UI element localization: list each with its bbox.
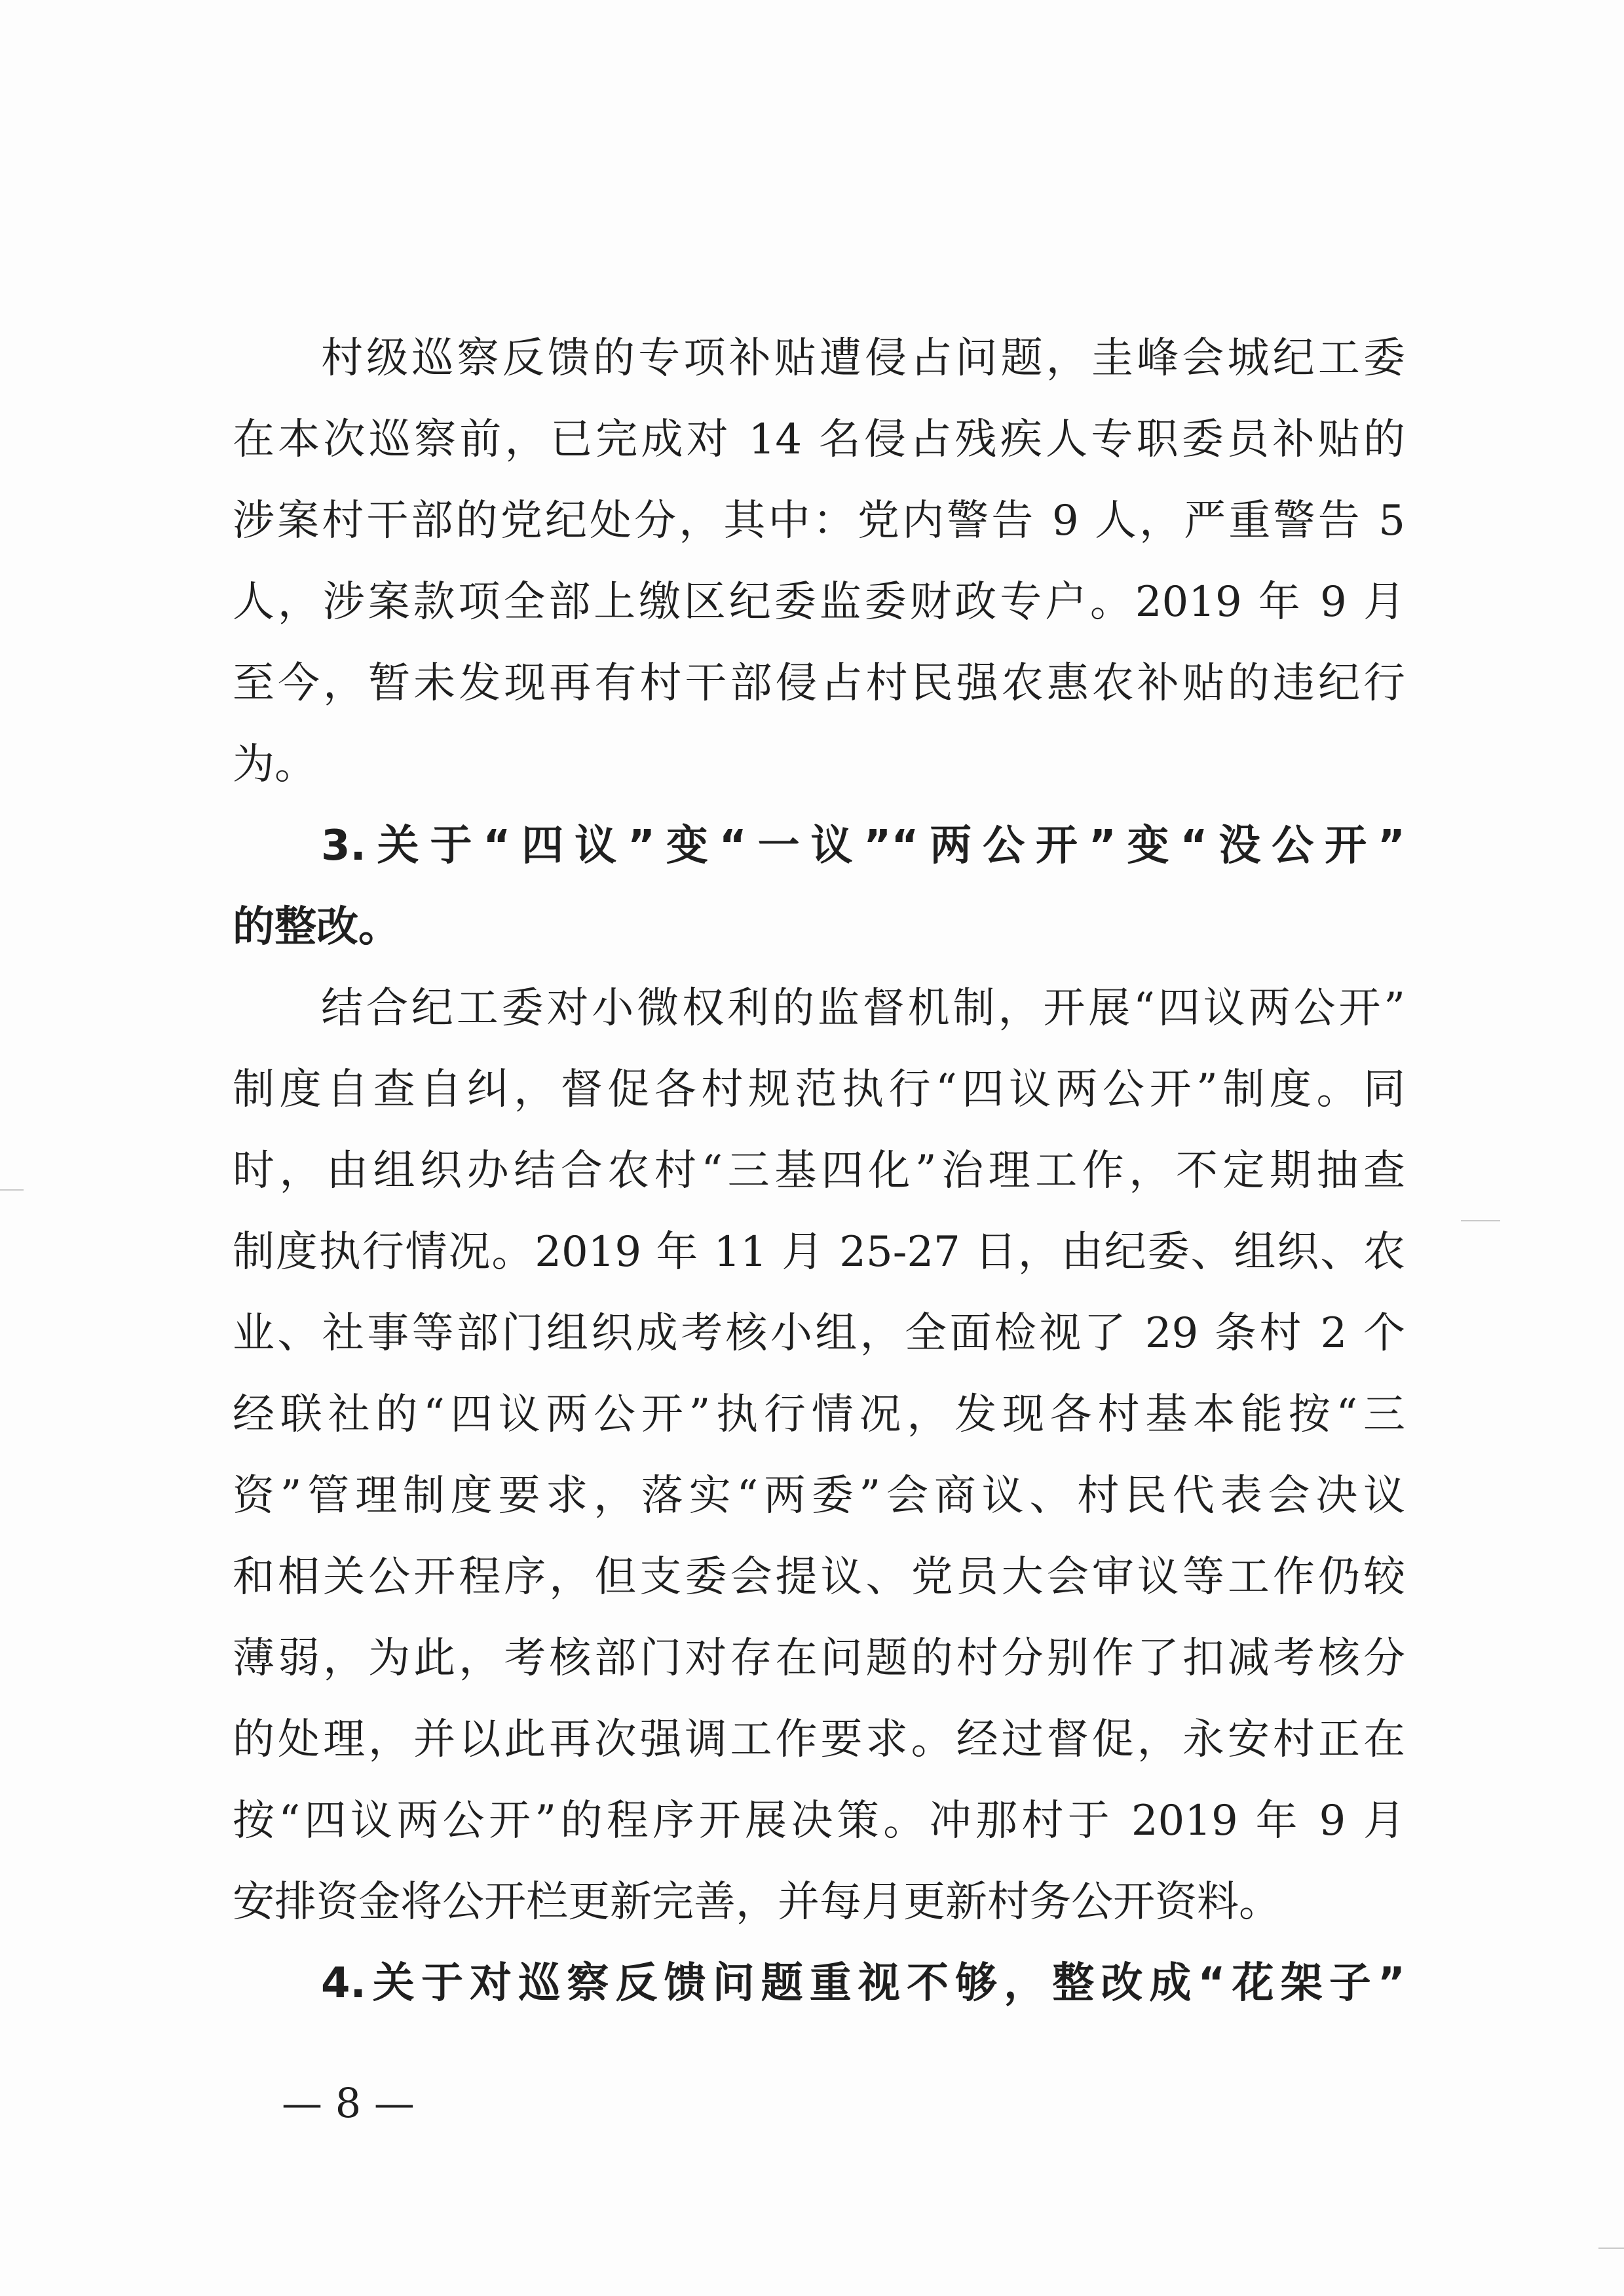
text-line: 业、社事等部门组织成考核小组，全面检视了 29 条村 2 个 [233, 1309, 1405, 1358]
scan-edge-mark [1461, 1220, 1500, 1221]
text-line: 经联社的“四议两公开”执行情况，发现各村基本能按“三 [233, 1390, 1405, 1439]
text-line: 时，由组织办结合农村“三基四化”治理工作，不定期抽查 [233, 1147, 1405, 1195]
text-line: 为。 [233, 740, 316, 789]
text-line: 薄弱，为此，考核部门对存在问题的村分别作了扣减考核分 [233, 1634, 1405, 1683]
section-heading: 的整改。 [233, 903, 400, 951]
text-line: 至今，暂未发现再有村干部侵占村民强农惠农补贴的违纪行 [233, 659, 1405, 708]
page-number: — 8 — [282, 2079, 415, 2127]
text-line: 人，涉案款项全部上缴区纪委监委财政专户。2019 年 9 月 [233, 578, 1405, 626]
text-line: 涉案村干部的党纪处分，其中：党内警告 9 人，严重警告 5 [233, 497, 1405, 545]
scan-edge-mark [1598, 2248, 1624, 2249]
text-line: 结合纪工委对小微权利的监督机制，开展“四议两公开” [321, 984, 1405, 1033]
text-line: 制度执行情况。2019 年 11 月 25-27 日，由纪委、组织、农 [233, 1228, 1405, 1276]
section-heading: 3.关于“四议”变“一议”“两公开”变“没公开” [321, 822, 1405, 870]
text-line: 村级巡察反馈的专项补贴遭侵占问题，圭峰会城纪工委 [321, 334, 1405, 383]
scan-edge-mark [0, 1189, 24, 1191]
text-line: 和相关公开程序，但支委会提议、党员大会审议等工作仍较 [233, 1553, 1405, 1601]
text-line: 按“四议两公开”的程序开展决策。冲那村于 2019 年 9 月 [233, 1797, 1405, 1845]
section-heading: 4.关于对巡察反馈问题重视不够，整改成“花架子” [321, 1959, 1405, 2008]
text-line: 在本次巡察前，已完成对 14 名侵占残疾人专职委员补贴的 [233, 415, 1405, 464]
text-line: 资”管理制度要求，落实“两委”会商议、村民代表会决议 [233, 1472, 1405, 1520]
text-line: 的处理，并以此再次强调工作要求。经过督促，永安村正在 [233, 1715, 1405, 1764]
text-line: 制度自查自纠，督促各村规范执行“四议两公开”制度。同 [233, 1065, 1405, 1114]
text-line: 安排资金将公开栏更新完善，并每月更新村务公开资料。 [233, 1878, 1281, 1926]
